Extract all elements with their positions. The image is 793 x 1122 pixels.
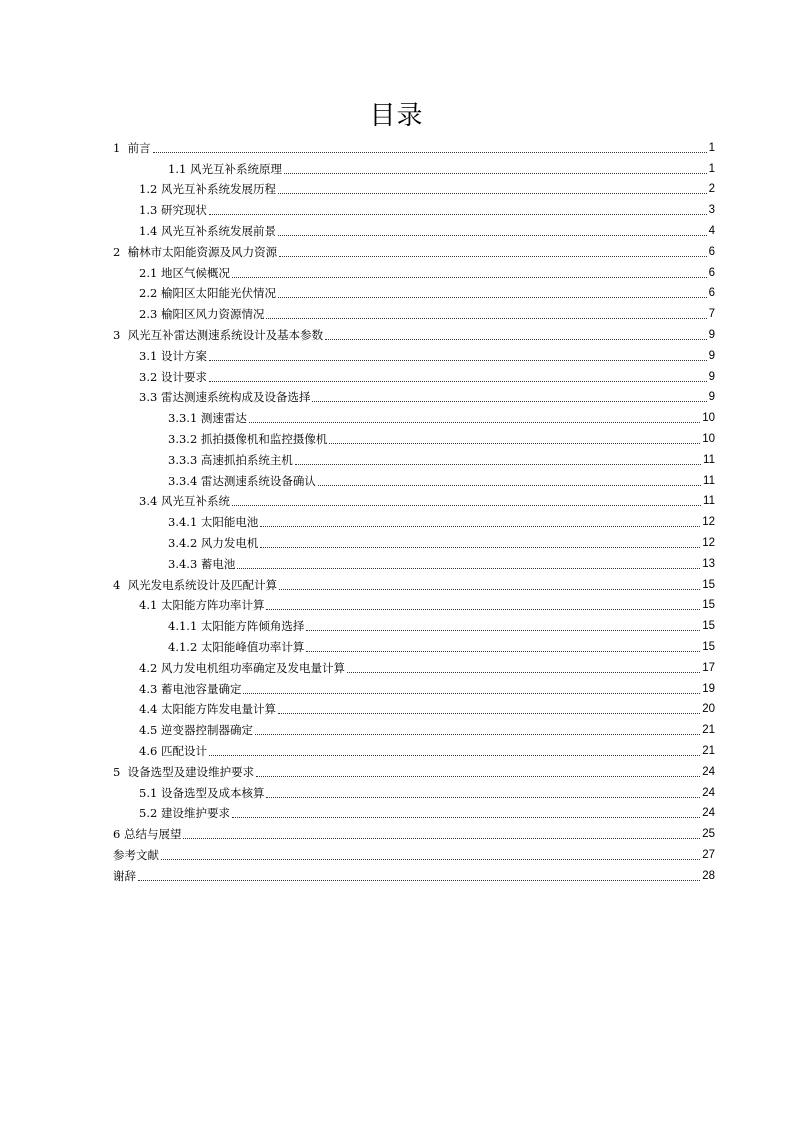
toc-entry-label: 雷达测速系统构成及设备选择 <box>160 390 311 405</box>
toc-entry-number: 3.3.1 <box>168 411 201 426</box>
toc-entry-number: 3.4 <box>139 494 161 509</box>
toc-entry-label: 前言 <box>127 140 151 155</box>
toc-entry-number: 4.4 <box>139 702 161 717</box>
toc-entry[interactable] <box>0 718 793 739</box>
toc-entry-page-number: 21 <box>702 744 715 757</box>
toc-entry-label: 设备选型及建设维护要求 <box>127 764 255 779</box>
toc-entry-page-number: 15 <box>702 640 715 653</box>
toc-dot-leader <box>347 672 700 673</box>
toc-entry[interactable] <box>0 760 793 781</box>
toc-dot-leader <box>153 152 707 153</box>
toc-entry[interactable] <box>0 406 793 427</box>
toc-entry-label: 参考文献 <box>113 847 159 862</box>
toc-entry-label: 风光发电系统设计及匹配计算 <box>127 577 278 592</box>
toc-entry-label: 榆林市太阳能资源及风力资源 <box>127 244 278 259</box>
toc-entry-number: 3.4.1 <box>168 515 201 530</box>
toc-entry[interactable] <box>0 510 793 531</box>
toc-dot-leader <box>329 443 700 444</box>
toc-entry-number: 4.2 <box>139 660 161 675</box>
toc-dot-leader <box>318 485 701 486</box>
toc-entry[interactable] <box>0 677 793 698</box>
toc-entry-label: 研究现状 <box>160 203 207 218</box>
toc-entry-label: 风力发电机 <box>200 535 259 550</box>
toc-entry-number: 4.6 <box>139 743 161 758</box>
toc-entry-number: 4 <box>113 577 128 592</box>
toc-entry[interactable] <box>0 552 793 573</box>
toc-entry-page-number: 27 <box>702 848 715 861</box>
toc-dot-leader <box>279 256 706 257</box>
toc-entry-label: 风力发电机组功率确定及发电量计算 <box>160 660 345 675</box>
toc-entry-page-number: 9 <box>708 370 715 383</box>
toc-entry-page-number: 24 <box>702 765 715 778</box>
toc-dot-leader <box>284 173 707 174</box>
toc-entry[interactable] <box>0 822 793 843</box>
toc-entry[interactable] <box>0 365 793 386</box>
toc-dot-leader <box>209 755 700 756</box>
toc-entry-number: 4.5 <box>139 723 161 738</box>
toc-entry-label: 风光互补系统发展前景 <box>160 223 276 238</box>
toc-entry[interactable] <box>0 698 793 719</box>
toc-entry-number: 3.3 <box>139 390 161 405</box>
toc-entry-label: 总结与展望 <box>123 827 182 842</box>
toc-entry-number: 3 <box>113 327 128 342</box>
toc-entry-number: 3.3.3 <box>168 452 201 467</box>
toc-entry-page-number: 9 <box>708 349 715 362</box>
toc-entry-number: 2.3 <box>139 307 161 322</box>
toc-entry-page-number: 11 <box>703 453 715 466</box>
toc-entry[interactable] <box>0 386 793 407</box>
toc-entry-page-number: 17 <box>702 661 715 674</box>
toc-dot-leader <box>325 339 706 340</box>
toc-entry[interactable] <box>0 531 793 552</box>
toc-entry-page-number: 15 <box>702 620 715 633</box>
toc-entry[interactable] <box>0 261 793 282</box>
toc-entry-label: 太阳能方阵倾角选择 <box>200 619 305 634</box>
toc-entry-number: 3.4.2 <box>168 535 201 550</box>
toc-entry-number: 4.1.2 <box>168 639 201 654</box>
toc-entry-label: 设计方案 <box>160 348 207 363</box>
toc-entry-page-number: 20 <box>702 703 715 716</box>
toc-dot-leader <box>266 609 700 610</box>
toc-entry[interactable] <box>0 219 793 240</box>
toc-entry-page-number: 10 <box>702 432 715 445</box>
toc-title: 目录 <box>369 101 424 131</box>
toc-entry-page-number: 12 <box>702 536 715 549</box>
toc-entry-page-number: 13 <box>702 557 715 570</box>
toc-entry-number: 4.1 <box>139 598 161 613</box>
toc-dot-leader <box>260 526 700 527</box>
toc-entry-page-number: 9 <box>708 391 715 404</box>
toc-dot-leader <box>209 381 707 382</box>
toc-entry-label: 太阳能电池 <box>200 515 259 530</box>
toc-entry-page-number: 11 <box>703 474 715 487</box>
toc-dot-leader <box>209 360 707 361</box>
toc-entry-label: 榆阳区太阳能光伏情况 <box>160 286 276 301</box>
toc-entry[interactable] <box>0 573 793 594</box>
toc-entry-label: 风光互补系统发展历程 <box>160 182 276 197</box>
toc-dot-leader <box>243 693 700 694</box>
toc-entry-page-number: 3 <box>708 204 715 217</box>
toc-dot-leader <box>138 880 700 881</box>
toc-entry-page-number: 4 <box>708 224 715 237</box>
toc-dot-leader <box>278 713 700 714</box>
toc-entry-label: 地区气候概况 <box>160 265 230 280</box>
toc-entry-page-number: 11 <box>703 495 715 508</box>
toc-entry-label: 风光互补系统 <box>160 494 230 509</box>
toc-dot-leader <box>295 464 701 465</box>
toc-entry-page-number: 6 <box>708 266 715 279</box>
toc-entry-page-number: 25 <box>702 828 715 841</box>
toc-entry[interactable] <box>0 323 793 344</box>
toc-entry[interactable] <box>0 614 793 635</box>
table-of-contents <box>0 136 793 885</box>
toc-dot-leader <box>256 776 700 777</box>
toc-entry-number: 4.3 <box>139 681 161 696</box>
toc-dot-leader <box>278 297 707 298</box>
toc-dot-leader <box>183 838 700 839</box>
toc-entry-label: 匹配设计 <box>160 743 207 758</box>
toc-entry-number: 3.3.4 <box>168 473 201 488</box>
toc-dot-leader <box>306 630 700 631</box>
toc-entry[interactable] <box>0 594 793 615</box>
toc-entry-number: 2.2 <box>139 286 161 301</box>
toc-entry[interactable] <box>0 490 793 511</box>
toc-entry[interactable] <box>0 344 793 365</box>
toc-entry-page-number: 12 <box>702 516 715 529</box>
toc-entry-label: 设计要求 <box>160 369 207 384</box>
toc-entry-number: 5 <box>113 764 128 779</box>
toc-entry-label: 逆变器控制器确定 <box>160 723 253 738</box>
toc-entry-number: 6 <box>113 827 124 842</box>
toc-entry-label: 蓄电池 <box>200 556 236 571</box>
toc-entry[interactable] <box>0 781 793 802</box>
toc-entry-label: 蓄电池容量确定 <box>160 681 242 696</box>
toc-dot-leader <box>278 235 707 236</box>
toc-dot-leader <box>249 422 700 423</box>
toc-dot-leader <box>306 651 700 652</box>
toc-entry[interactable] <box>0 843 793 864</box>
toc-entry[interactable] <box>0 739 793 760</box>
toc-entry-label: 建设维护要求 <box>160 806 230 821</box>
toc-entry-number: 4.1.1 <box>168 619 201 634</box>
toc-entry-number: 5.1 <box>139 785 161 800</box>
toc-entry-page-number: 19 <box>702 682 715 695</box>
toc-entry-page-number: 1 <box>708 162 715 175</box>
toc-entry-page-number: 7 <box>708 308 715 321</box>
toc-entry[interactable] <box>0 198 793 219</box>
toc-dot-leader <box>237 568 700 569</box>
toc-entry[interactable] <box>0 282 793 303</box>
toc-entry-label: 太阳能方阵功率计算 <box>160 598 265 613</box>
toc-entry[interactable] <box>0 469 793 490</box>
toc-entry-page-number: 2 <box>708 183 715 196</box>
toc-dot-leader <box>209 214 707 215</box>
toc-entry-label: 雷达测速系统设备确认 <box>200 473 316 488</box>
toc-entry[interactable] <box>0 427 793 448</box>
toc-entry-number: 1.2 <box>139 182 161 197</box>
toc-dot-leader <box>266 797 700 798</box>
toc-entry-number: 1.4 <box>139 223 161 238</box>
toc-entry-page-number: 9 <box>708 328 715 341</box>
toc-entry-number: 3.3.2 <box>168 431 201 446</box>
toc-entry-label: 太阳能峰值功率计算 <box>200 639 305 654</box>
toc-dot-leader <box>278 193 707 194</box>
toc-entry-page-number: 1 <box>708 141 715 154</box>
toc-entry[interactable] <box>0 240 793 261</box>
toc-entry-label: 太阳能方阵发电量计算 <box>160 702 276 717</box>
toc-entry-page-number: 10 <box>702 412 715 425</box>
toc-entry-page-number: 28 <box>702 869 715 882</box>
toc-entry-page-number: 6 <box>708 287 715 300</box>
toc-entry[interactable] <box>0 448 793 469</box>
toc-entry-label: 风光互补雷达测速系统设计及基本参数 <box>127 327 324 342</box>
toc-entry-label: 高速抓拍系统主机 <box>200 452 293 467</box>
toc-entry-number: 2.1 <box>139 265 161 280</box>
toc-entry-label: 谢辞 <box>113 868 136 883</box>
toc-entry-page-number: 24 <box>702 807 715 820</box>
toc-entry[interactable] <box>0 157 793 178</box>
toc-entry-number: 3.4.3 <box>168 556 201 571</box>
toc-entry[interactable] <box>0 136 793 157</box>
toc-dot-leader <box>232 817 700 818</box>
toc-dot-leader <box>161 859 700 860</box>
toc-entry-number: 1 <box>113 140 128 155</box>
toc-entry-page-number: 24 <box>702 786 715 799</box>
toc-entry-number: 5.2 <box>139 806 161 821</box>
toc-entry-page-number: 6 <box>708 245 715 258</box>
toc-dot-leader <box>279 589 700 590</box>
toc-dot-leader <box>232 505 701 506</box>
toc-entry-page-number: 15 <box>702 578 715 591</box>
toc-entry-number: 2 <box>113 244 128 259</box>
toc-entry-page-number: 21 <box>702 724 715 737</box>
toc-entry[interactable] <box>0 656 793 677</box>
toc-entry-label: 榆阳区风力资源情况 <box>160 307 265 322</box>
toc-dot-leader <box>260 547 700 548</box>
toc-entry[interactable] <box>0 302 793 323</box>
toc-entry-label: 设备选型及成本核算 <box>160 785 265 800</box>
toc-entry[interactable] <box>0 178 793 199</box>
toc-entry-label: 风光互补系统原理 <box>189 161 282 176</box>
toc-entry-page-number: 15 <box>702 599 715 612</box>
toc-entry[interactable] <box>0 635 793 656</box>
toc-dot-leader <box>266 318 706 319</box>
toc-entry-label: 测速雷达 <box>200 411 247 426</box>
toc-dot-leader <box>255 734 700 735</box>
toc-entry-number: 3.2 <box>139 369 161 384</box>
toc-dot-leader <box>232 277 707 278</box>
toc-entry[interactable] <box>0 864 793 885</box>
toc-entry[interactable] <box>0 802 793 823</box>
toc-entry-number: 3.1 <box>139 348 161 363</box>
toc-entry-number: 1.3 <box>139 203 161 218</box>
toc-entry-number: 1.1 <box>168 161 190 176</box>
toc-dot-leader <box>312 401 706 402</box>
toc-entry-label: 抓拍摄像机和监控摄像机 <box>200 431 328 446</box>
